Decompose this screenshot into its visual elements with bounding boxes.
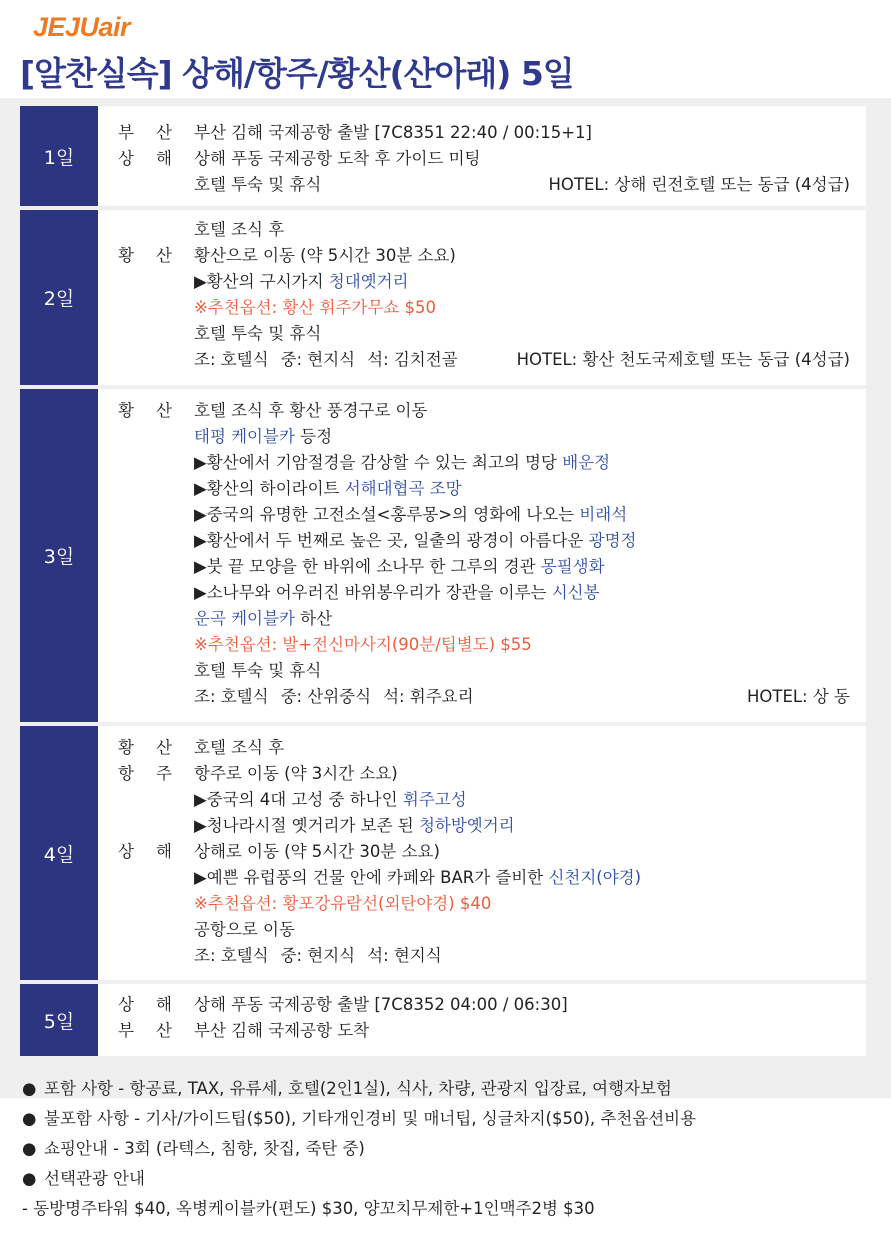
day-label: 4일 — [20, 726, 98, 980]
line-text — [194, 580, 600, 606]
itinerary-line — [98, 580, 866, 606]
highlight-spot: 비래석 — [579, 505, 628, 524]
itinerary-line — [98, 554, 866, 580]
itinerary-line — [98, 632, 866, 658]
place-label — [118, 735, 172, 761]
place-char: 산 — [156, 246, 172, 265]
note-text: 포함 사항 - 항공료, TAX, 유류세, 호텔(2인1실), 식사, 차량, 관광지 입장료, 여행자보험 — [44, 1079, 672, 1098]
day-row — [20, 389, 866, 722]
activity-text: ▶붓 끝 모양을 한 바위에 소나무 한 그루의 경관 — [194, 557, 541, 576]
meal-info: 중: 산위중식 — [280, 687, 372, 706]
place-char: 해 — [156, 842, 172, 861]
itinerary-line — [98, 450, 866, 476]
activity-text: 등정 — [294, 427, 333, 446]
place-char: 상 — [118, 842, 134, 861]
activity-text: 호텔 투숙 및 휴식 — [194, 175, 322, 194]
day-content — [98, 106, 866, 206]
itinerary-line — [98, 606, 866, 632]
hotel-info: HOTEL: 상해 린전호텔 또는 동급 (4성급) — [548, 175, 850, 194]
line-text — [194, 839, 440, 865]
day-label: 2일 — [20, 210, 98, 385]
line-text — [194, 992, 568, 1018]
meal-info: 조: 호텔식 — [194, 350, 269, 369]
place-char: 산 — [156, 738, 172, 757]
place-label — [118, 146, 172, 172]
itinerary-line — [98, 398, 866, 424]
meal-info: 석: 휘주요리 — [383, 687, 474, 706]
place-char: 상 — [118, 149, 134, 168]
itinerary-line — [98, 787, 866, 813]
place-char: 해 — [156, 995, 172, 1014]
itinerary-line — [98, 243, 866, 269]
bullet-icon: ● — [22, 1079, 37, 1098]
line-text — [194, 295, 436, 321]
activity-text: ▶소나무와 어우러진 바위봉우리가 장관을 이루는 — [194, 583, 552, 602]
itinerary-line — [98, 943, 866, 969]
activity-text: 황산으로 이동 (약 5시간 30분 소요) — [194, 246, 456, 265]
line-text — [194, 476, 462, 502]
place-char: 산 — [156, 123, 172, 142]
line-text — [194, 217, 284, 243]
optional-tour: ※추천옵션: 발+전신마사지(90분/팁별도) $55 — [194, 635, 532, 654]
line-text — [194, 554, 605, 580]
day-label: 3일 — [20, 389, 98, 722]
line-text — [194, 269, 408, 295]
note-item — [22, 1104, 696, 1134]
highlight-spot: 시신봉 — [551, 583, 600, 602]
itinerary-line — [98, 658, 866, 684]
activity-text: 상해 푸동 국제공항 출발 [7C8352 04:00 / 06:30] — [194, 995, 568, 1014]
itinerary-line — [98, 1018, 866, 1044]
activity-text: ▶황산에서 두 번째로 높은 곳, 일출의 광경이 아름다운 — [194, 531, 589, 550]
line-text — [194, 172, 321, 198]
line-text — [194, 632, 532, 658]
itinerary-line — [98, 424, 866, 450]
itinerary-line — [98, 761, 866, 787]
note-item — [22, 1074, 696, 1104]
activity-text: 항주로 이동 (약 3시간 소요) — [194, 764, 398, 783]
activity-text: 호텔 조식 후 — [194, 220, 285, 239]
day-row — [20, 726, 866, 980]
itinerary-line — [98, 865, 866, 891]
itinerary-line — [98, 684, 866, 710]
activity-text: ▶예쁜 유럽풍의 건물 안에 카페와 BAR가 즐비한 — [194, 868, 549, 887]
day-content — [98, 389, 866, 722]
itinerary-line — [98, 120, 866, 146]
highlight-spot: 신천지(야경) — [548, 868, 642, 887]
bullet-icon: ● — [22, 1169, 37, 1188]
line-text — [194, 787, 467, 813]
line-text — [194, 735, 284, 761]
bullet-icon: ● — [22, 1139, 37, 1158]
line-text — [194, 424, 332, 450]
day-row — [20, 210, 866, 385]
meal-info: 석: 김치전골 — [367, 350, 458, 369]
activity-text: 호텔 조식 후 — [194, 738, 285, 757]
day-content — [98, 726, 866, 980]
note-item — [22, 1194, 696, 1224]
itinerary-line — [98, 839, 866, 865]
line-text — [194, 120, 592, 146]
activity-text: 상해로 이동 (약 5시간 30분 소요) — [194, 842, 440, 861]
itinerary-line — [98, 528, 866, 554]
line-text — [194, 891, 491, 917]
place-char: 부 — [118, 123, 134, 142]
activity-text: 상해 푸동 국제공항 도착 후 가이드 미팅 — [194, 149, 481, 168]
day-content — [98, 210, 866, 385]
note-item — [22, 1164, 696, 1194]
highlight-spot: 몽필생화 — [540, 557, 605, 576]
itinerary-line — [98, 476, 866, 502]
line-text — [194, 684, 474, 710]
place-label — [118, 992, 172, 1018]
itinerary-line — [98, 992, 866, 1018]
optional-tour: ※추천옵션: 황포강유람선(외탄야경) $40 — [194, 894, 492, 913]
line-text — [194, 528, 636, 554]
itinerary-line — [98, 321, 866, 347]
highlight-spot: 광명정 — [588, 531, 637, 550]
meal-info: 석: 현지식 — [367, 946, 442, 965]
activity-text: 부산 김해 국제공항 도착 — [194, 1021, 370, 1040]
note-text: - 동방명주타워 $40, 옥병케이블카(편도) $30, 양꼬치무제한+1인맥주2병 $30 — [22, 1199, 595, 1218]
activity-text: ▶황산에서 기암절경을 감상할 수 있는 최고의 명당 — [194, 453, 563, 472]
activity-text: ▶황산의 하이라이트 — [194, 479, 345, 498]
activity-text: ▶중국의 유명한 고전소설<홍루몽>의 영화에 나오는 — [194, 505, 580, 524]
notes-section — [22, 1074, 696, 1224]
itinerary-line — [98, 217, 866, 243]
note-text: 불포함 사항 - 기사/가이드팁($50), 기타개인경비 및 매너팁, 싱글차지($50), 추천옵션비용 — [44, 1109, 697, 1128]
note-text: 선택관광 안내 — [44, 1169, 145, 1188]
activity-text: 하산 — [294, 609, 333, 628]
place-char: 황 — [118, 246, 134, 265]
line-text — [194, 321, 321, 347]
highlight-spot: 운곡 케이블카 — [194, 609, 295, 628]
place-char: 항 — [118, 764, 134, 783]
bullet-icon: ● — [22, 1109, 37, 1128]
activity-text: ▶청나라시절 옛거리가 보존 된 — [194, 816, 419, 835]
place-char: 황 — [118, 738, 134, 757]
highlight-spot: 청하방옛거리 — [418, 816, 515, 835]
itinerary-line — [98, 917, 866, 943]
place-char: 상 — [118, 995, 134, 1014]
activity-text: 공항으로 이동 — [194, 920, 295, 939]
place-label — [118, 243, 172, 269]
meal-info: 조: 호텔식 — [194, 687, 269, 706]
itinerary-line — [98, 295, 866, 321]
note-item — [22, 1134, 696, 1164]
activity-text: ▶황산의 구시가지 — [194, 272, 329, 291]
line-text — [194, 813, 515, 839]
itinerary-line — [98, 347, 866, 373]
line-text — [194, 450, 610, 476]
place-char: 주 — [156, 764, 172, 783]
place-char: 황 — [118, 401, 134, 420]
place-char: 산 — [156, 1021, 172, 1040]
line-text — [194, 1018, 369, 1044]
day-row — [20, 984, 866, 1056]
line-text — [194, 917, 295, 943]
note-text: 쇼핑안내 - 3회 (라텍스, 침향, 찻집, 죽탄 중) — [44, 1139, 365, 1158]
place-char: 해 — [156, 149, 172, 168]
activity-text: 부산 김해 국제공항 출발 [7C8351 22:40 / 00:15+1] — [194, 123, 592, 142]
hotel-info: HOTEL: 황산 천도국제호텔 또는 동급 (4성급) — [516, 350, 850, 369]
highlight-spot: 태평 케이블카 — [194, 427, 295, 446]
highlight-spot: 휘주고성 — [402, 790, 467, 809]
day-label: 1일 — [20, 106, 98, 206]
itinerary-line — [98, 813, 866, 839]
itinerary-line — [98, 891, 866, 917]
optional-tour: ※추천옵션: 황산 휘주가무쇼 $50 — [194, 298, 436, 317]
place-char: 부 — [118, 1021, 134, 1040]
highlight-spot: 배운정 — [562, 453, 611, 472]
itinerary-line — [98, 146, 866, 172]
line-text — [194, 398, 427, 424]
itinerary-line — [98, 735, 866, 761]
jejuair-logo: JEJUair — [33, 12, 131, 42]
day-row — [20, 106, 866, 206]
itinerary-line — [98, 269, 866, 295]
line-text — [194, 146, 481, 172]
line-text — [194, 606, 332, 632]
place-char: 산 — [156, 401, 172, 420]
place-label — [118, 120, 172, 146]
highlight-spot: 청대옛거리 — [328, 272, 409, 291]
activity-text: 호텔 투숙 및 휴식 — [194, 324, 322, 343]
place-label — [118, 398, 172, 424]
line-text — [194, 347, 458, 373]
activity-text: ▶중국의 4대 고성 중 하나인 — [194, 790, 403, 809]
meal-info: 중: 현지식 — [280, 946, 356, 965]
line-text — [194, 761, 398, 787]
line-text — [194, 502, 627, 528]
place-label — [118, 1018, 172, 1044]
activity-text: 호텔 투숙 및 휴식 — [194, 661, 322, 680]
page-title: [알찬실속] 상해/항주/황산(산아래) 5일 — [20, 54, 574, 93]
line-text — [194, 865, 641, 891]
highlight-spot: 서해대협곡 조망 — [344, 479, 462, 498]
hotel-info: HOTEL: 상 동 — [746, 687, 850, 706]
place-label — [118, 839, 172, 865]
meal-info: 조: 호텔식 — [194, 946, 269, 965]
day-label: 5일 — [20, 984, 98, 1056]
line-text — [194, 658, 321, 684]
day-content — [98, 984, 866, 1056]
itinerary-line — [98, 502, 866, 528]
line-text — [194, 943, 442, 969]
place-label — [118, 761, 172, 787]
itinerary-line — [98, 172, 866, 198]
activity-text: 호텔 조식 후 황산 풍경구로 이동 — [194, 401, 428, 420]
meal-info: 중: 현지식 — [280, 350, 356, 369]
line-text — [194, 243, 456, 269]
